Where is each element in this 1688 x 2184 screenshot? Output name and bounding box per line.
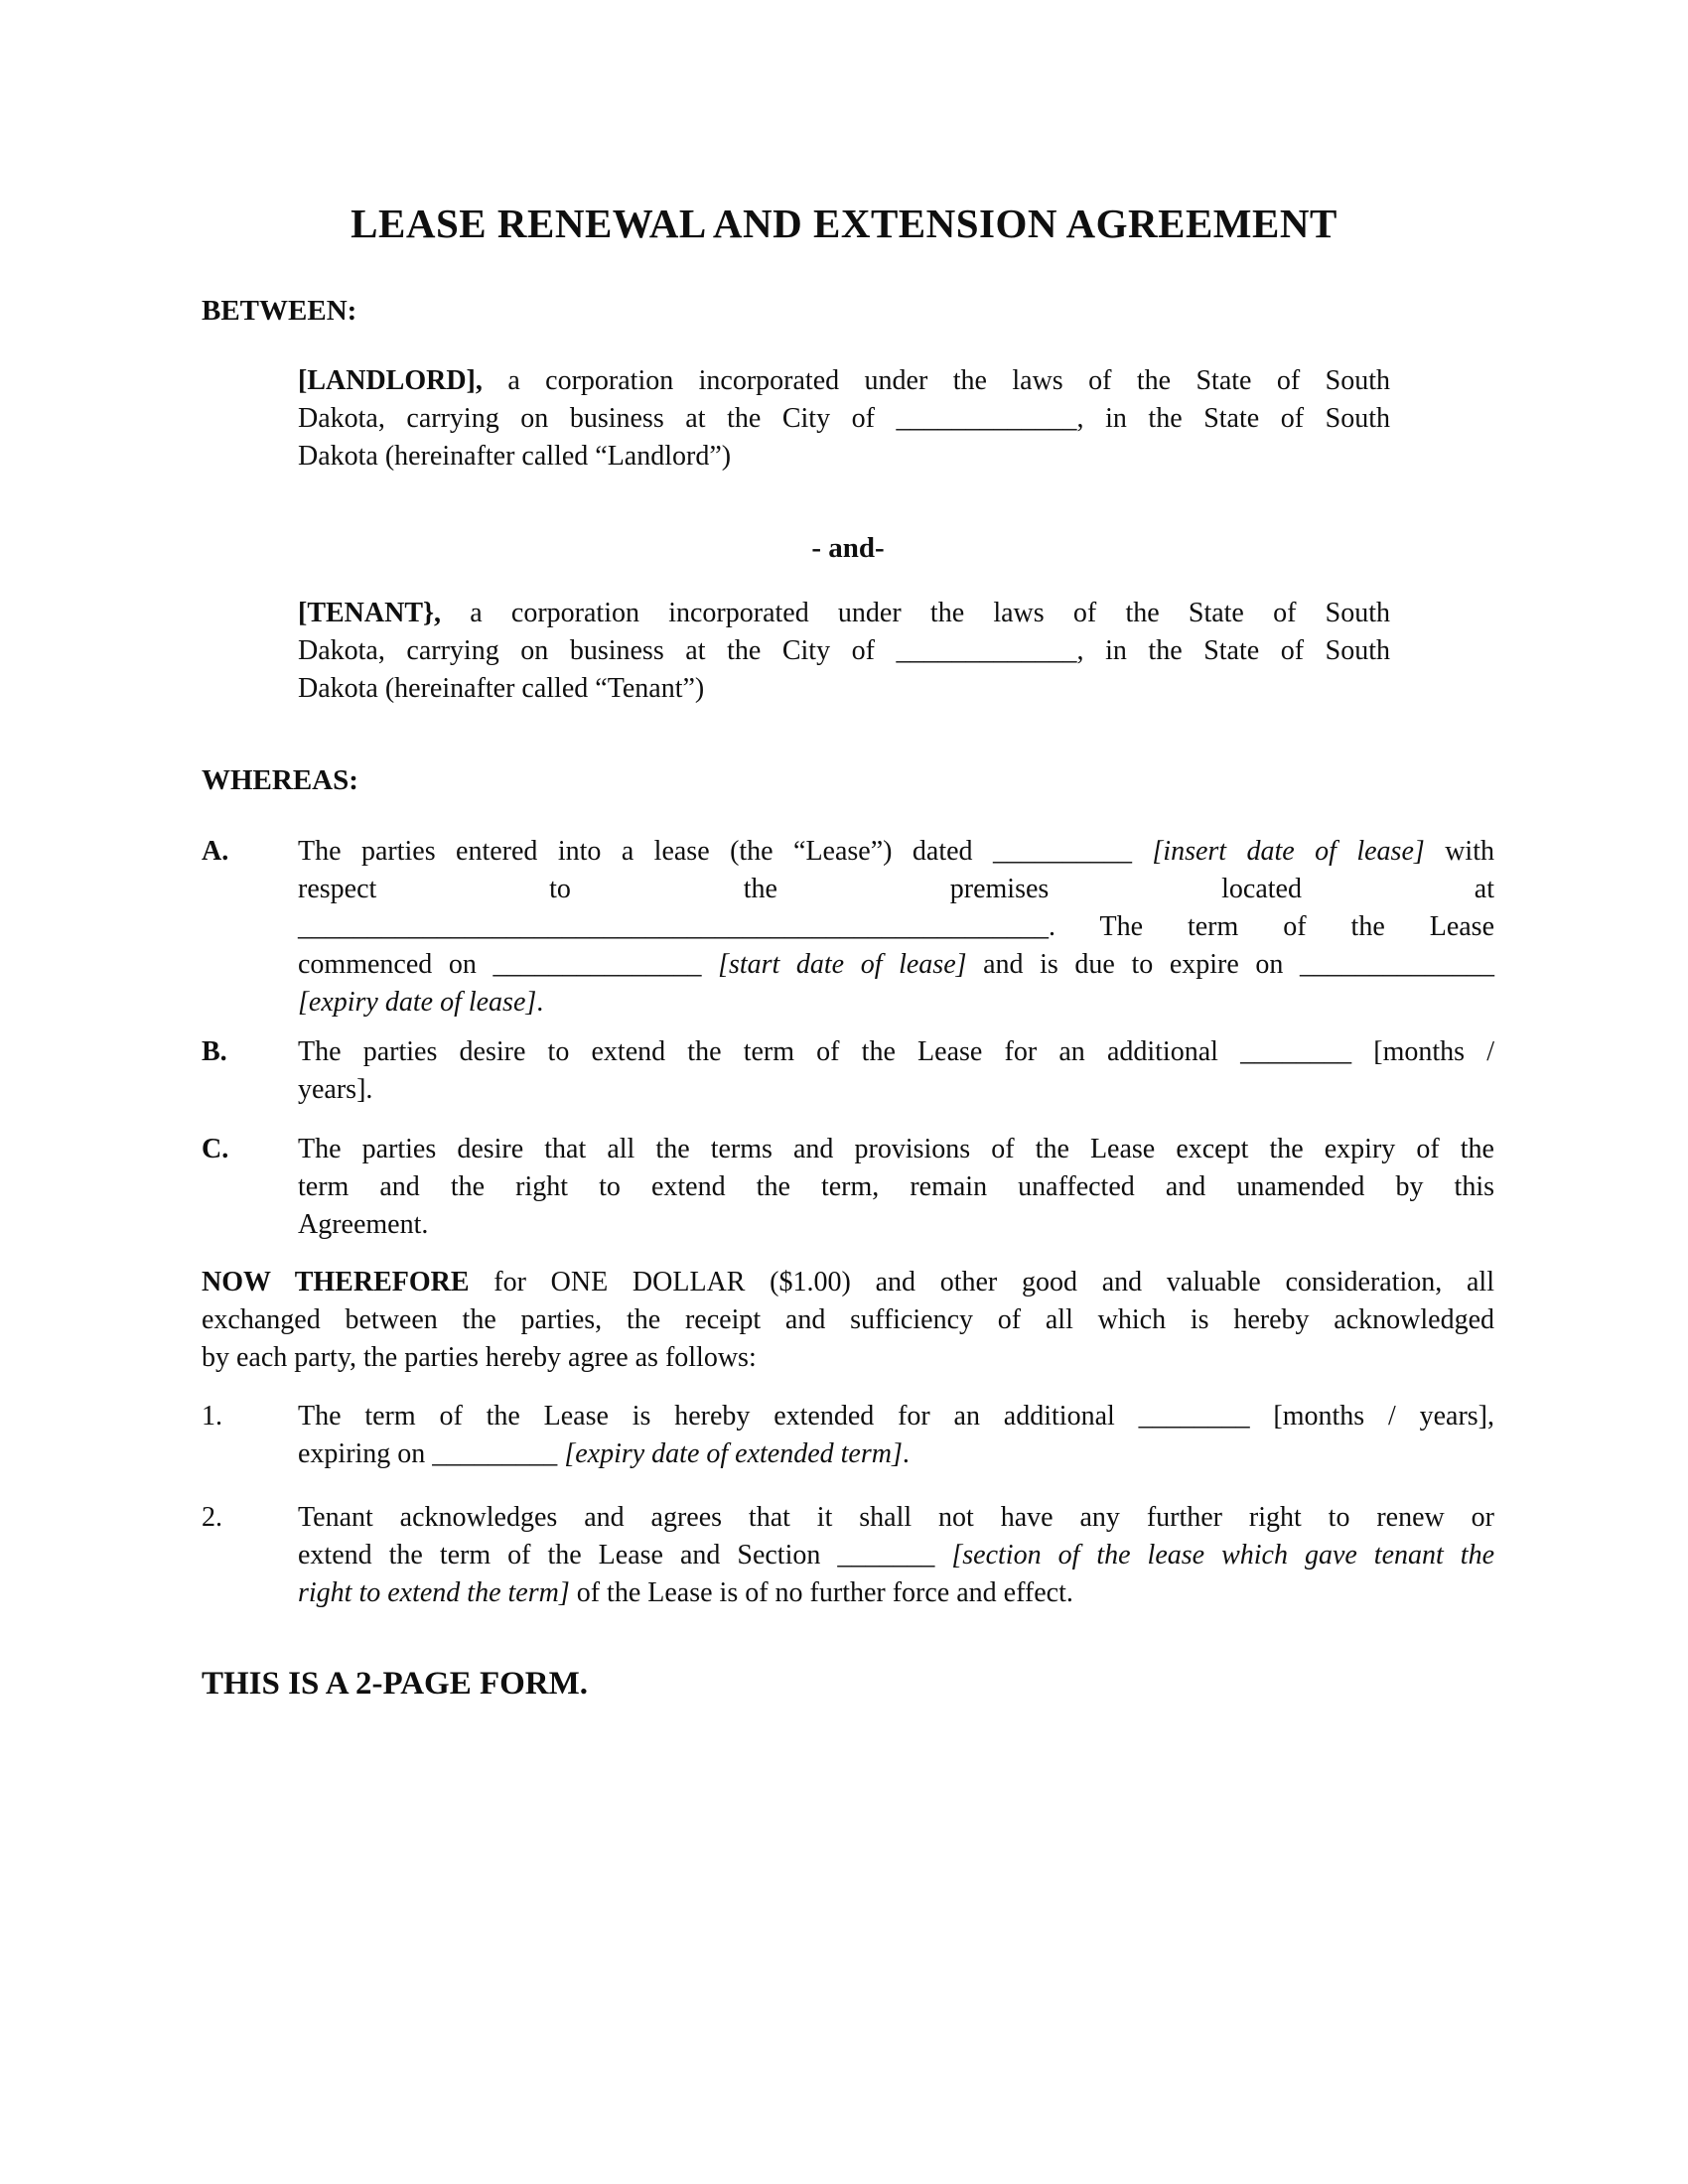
recital-b-label: B. [202, 1036, 227, 1067]
recital-c [202, 1131, 1494, 1244]
recital-a-text: The parties entered into a lease (the “Lease”) dated __________ [insert date of lease] with respect to the premises located at ______________________________________________________. The term of the Lease commenced on _______________ [start date of lease] and is due to expire on ______________ [expiry date of lease]. [298, 836, 1494, 1018]
recital-a [202, 833, 1494, 1022]
document-title: LEASE RENEWAL AND EXTENSION AGREEMENT [351, 201, 1337, 246]
operative-clause-1 [202, 1398, 1494, 1473]
clause-1-text: The term of the Lease is hereby extended for an additional ________ [months / years], expiring on _________ [expiry date of extended term]. [298, 1401, 1494, 1469]
clause-2-label: 2. [202, 1502, 222, 1533]
now-therefore-paragraph: NOW THEREFORE for ONE DOLLAR ($1.00) and other good and valuable consideration, all exchanged between the parties, the receipt and sufficiency of all which is hereby acknowledged by each party, the parties hereby agree as follows: [202, 1267, 1494, 1373]
recital-b [202, 1033, 1494, 1109]
and-separator: - and- [811, 532, 885, 564]
whereas-label: WHEREAS: [202, 764, 358, 796]
operative-clause-2 [202, 1499, 1494, 1612]
recital-c-label: C. [202, 1134, 229, 1164]
recital-a-label: A. [202, 836, 229, 867]
recital-b-text: The parties desire to extend the term of the Lease for an additional ________ [months / years]. [298, 1036, 1494, 1105]
form-length-note: THIS IS A 2-PAGE FORM. [202, 1666, 589, 1702]
tenant-paragraph: [TENANT}, a corporation incorporated under the laws of the State of South Dakota, carrying on business at the City of _____________, in the State of South Dakota (hereinafter called “Tenant”) [298, 598, 1390, 704]
clause-2-text: Tenant acknowledges and agrees that it shall not have any further right to renew or extend the term of the Lease and Section _______ [section of the lease which gave tenant the right to extend the term] of the Lease is of no further force and effect. [298, 1502, 1494, 1608]
recital-c-text: The parties desire that all the terms and provisions of the Lease except the expiry of the term and the right to extend the term, remain unaffected and unamended by this Agreement. [298, 1134, 1494, 1240]
clause-1-label: 1. [202, 1401, 222, 1432]
landlord-paragraph: [LANDLORD], a corporation incorporated under the laws of the State of South Dakota, carrying on business at the City of _____________, in the State of South Dakota (hereinafter called “Landlord”) [298, 365, 1390, 472]
between-label: BETWEEN: [202, 295, 357, 327]
